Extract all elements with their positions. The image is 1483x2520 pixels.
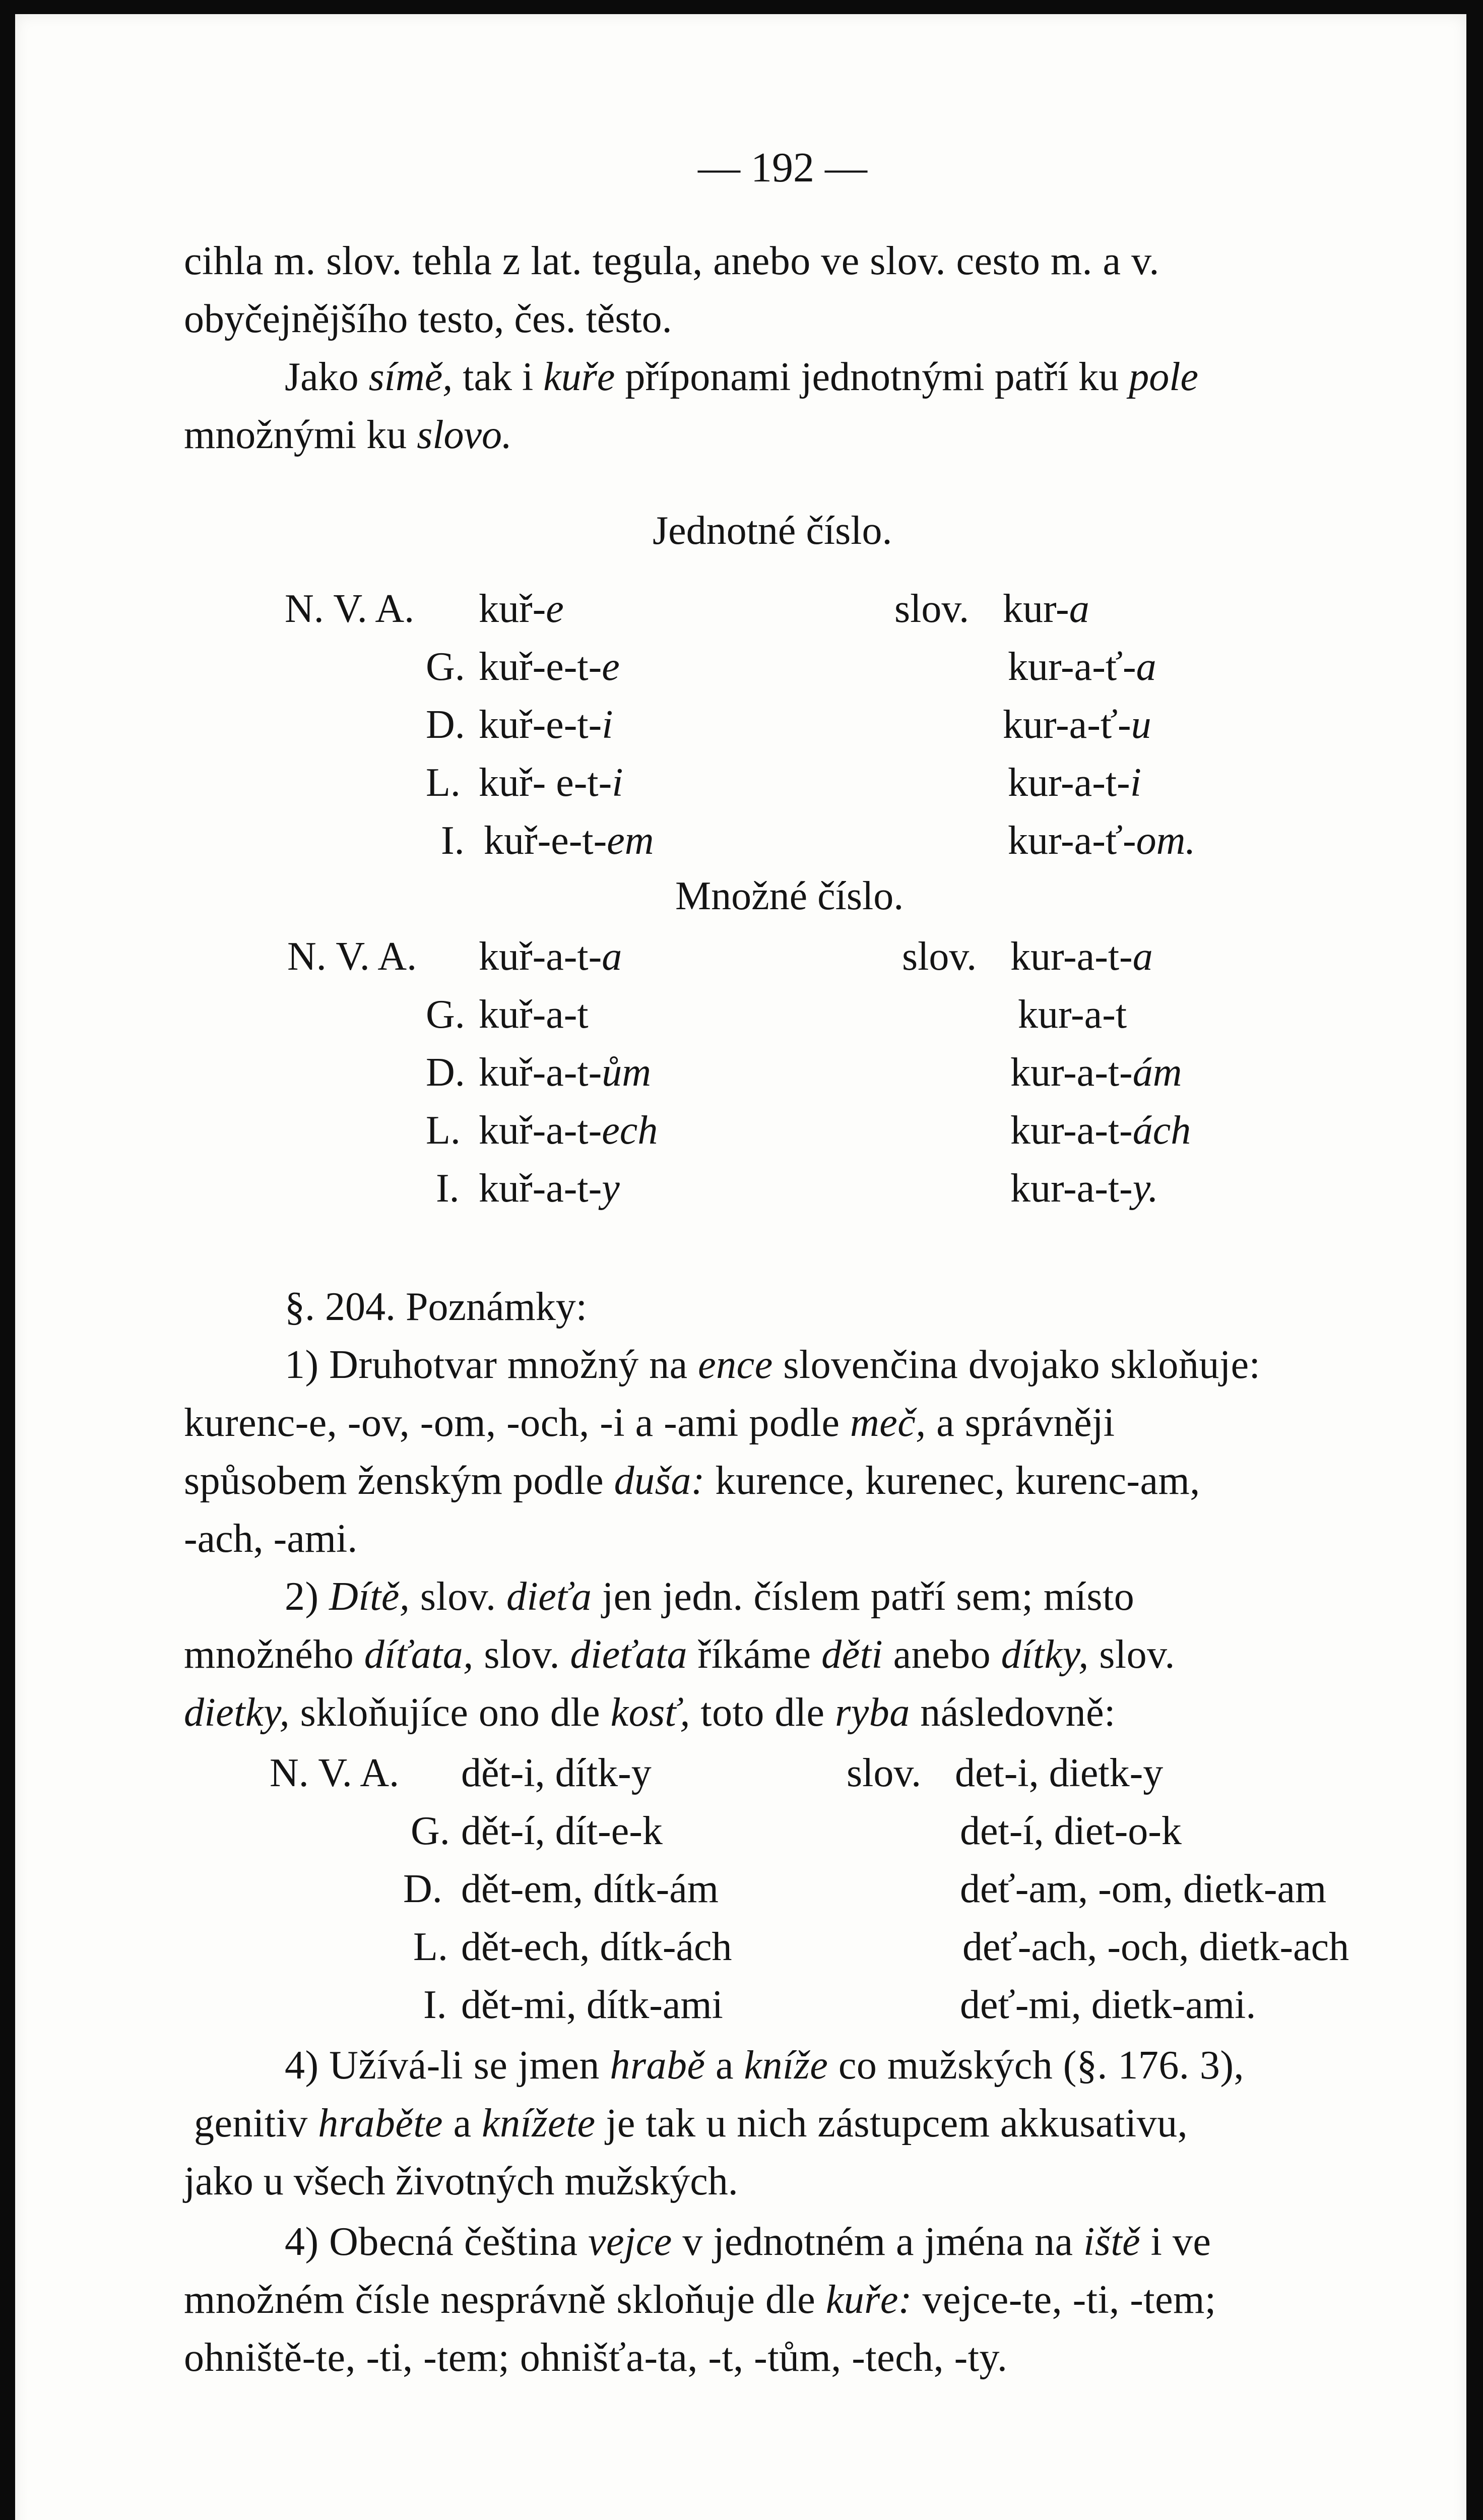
czech-form: kuř-e-t-e [479,645,620,689]
case-label: D. [426,703,465,747]
text-segment: obyčejnějšího testo, čes. těsto. [184,297,672,341]
text-segment: cihla m. slov. tehla z lat. tegula, anebo ve slov. cesto m. a v. [184,239,1159,283]
case-label: G. [426,645,465,689]
czech-form: kuř-a-t-ech [479,1108,658,1153]
text-segment: -ach, -ami. [184,1517,358,1561]
slovak-form: kur-a-t-y. [1010,1166,1158,1211]
slovak-form: kur-a-t-ách [1010,1108,1191,1153]
slovak-form: det-í, diet-o-k [960,1809,1182,1853]
slovak-form: kur-a-ť-om. [1008,818,1196,863]
czech-form: dět-í, dít-e-k [461,1809,663,1853]
slovak-form: kur-a-t-i [1008,761,1141,805]
case-label: I. [423,1983,447,2027]
text-segment: dietky, skloňujíce ono dle kosť, toto dle ryba následovně: [184,1690,1116,1735]
book-page [15,14,1466,2520]
text-segment: 4) Užívá-li se jmen hrabě a kníže co mužských (§. 176. 3), [285,2043,1245,2088]
slovak-form: deť-am, -om, dietk-am [960,1867,1327,1911]
case-label: I. [441,818,465,863]
czech-form: kuř-a-t [479,992,589,1037]
case-label: I. [436,1166,460,1211]
case-label: D. [403,1867,442,1911]
text-segment: množném čísle nesprávně skloňuje dle kuře: vejce-te, -ti, -tem; [184,2278,1216,2322]
slovak-form: deť-ach, -och, dietk-ach [962,1925,1349,1969]
slovak-form: det-i, dietk-y [955,1751,1164,1795]
case-label: G. [426,992,465,1037]
slovak-form: kur-a-t [1018,992,1127,1037]
czech-form: dět-i, dítk-y [461,1751,652,1795]
czech-form: kuř-e-t-em [484,818,654,863]
text-segment: 4) Obecná čeština vejce v jednotném a jména na iště i ve [285,2220,1211,2264]
case-label: D. [426,1050,465,1095]
text-segment: spůsobem ženským podle duša: kurence, kurenec, kurenc-am, [184,1459,1200,1503]
case-label: L. [413,1925,448,1969]
text-segment: 2) Dítě, slov. dieťa jen jedn. číslem patří sem; místo [285,1574,1135,1619]
text-segment: ohniště-te, -ti, -tem; ohnišťa-ta, -t, -tům, -tech, -ty. [184,2336,1008,2380]
slovak-form: kur-a-ť-u [1003,703,1151,747]
page-number: — 192 — [698,144,867,191]
text-segment: množného díťata, slov. dieťata říkáme děti anebo dítky, slov. [184,1632,1175,1677]
slovak-form: kur-a-t-ám [1010,1050,1182,1095]
text-segment: jako u všech životných mužských. [184,2159,738,2203]
slovak-form: kur-a [1003,587,1089,631]
czech-form: dět-ech, dítk-ách [461,1925,732,1969]
czech-form: kuř-a-t-a [479,934,622,979]
czech-form: dět-mi, dítk-ami [461,1983,723,2027]
case-label: L. [426,1108,461,1153]
czech-form: kuř-a-t-ům [479,1050,652,1095]
text-segment: množnými ku slovo. [184,413,512,457]
slovak-form: deť-mi, dietk-ami. [960,1983,1256,2027]
case-label: N. V. A. [285,587,415,631]
case-label: G. [411,1809,450,1853]
czech-form: dět-em, dítk-ám [461,1867,719,1911]
czech-form: kuř-e-t-i [479,703,613,747]
czech-form: kuř-a-t-y [479,1166,620,1211]
slov-label: slov. [894,587,970,631]
section-title: §. 204. Poznámky: [285,1285,587,1329]
slov-label: slov. [902,934,977,979]
case-label: L. [426,761,461,805]
section-title: Množné číslo. [675,874,904,918]
czech-form: kuř-e [479,587,564,631]
text-segment: genitiv hraběte a knížete je tak u nich zástupcem akkusativu, [194,2101,1188,2146]
slovak-form: kur-a-ť-a [1008,645,1156,689]
text-segment: Jako símě, tak i kuře příponami jednotnými patří ku pole [285,355,1198,399]
section-title: Jednotné číslo. [653,509,892,553]
text-segment: 1) Druhotvar množný na ence slovenčina dvojako skloňuje: [285,1343,1261,1387]
case-label: N. V. A. [287,934,417,979]
case-label: N. V. A. [270,1751,400,1795]
czech-form: kuř- e-t-i [479,761,623,805]
text-segment: kurenc-e, -ov, -om, -och, -i a -ami podle meč, a správněji [184,1401,1115,1445]
slov-label: slov. [847,1751,922,1795]
slovak-form: kur-a-t-a [1010,934,1153,979]
